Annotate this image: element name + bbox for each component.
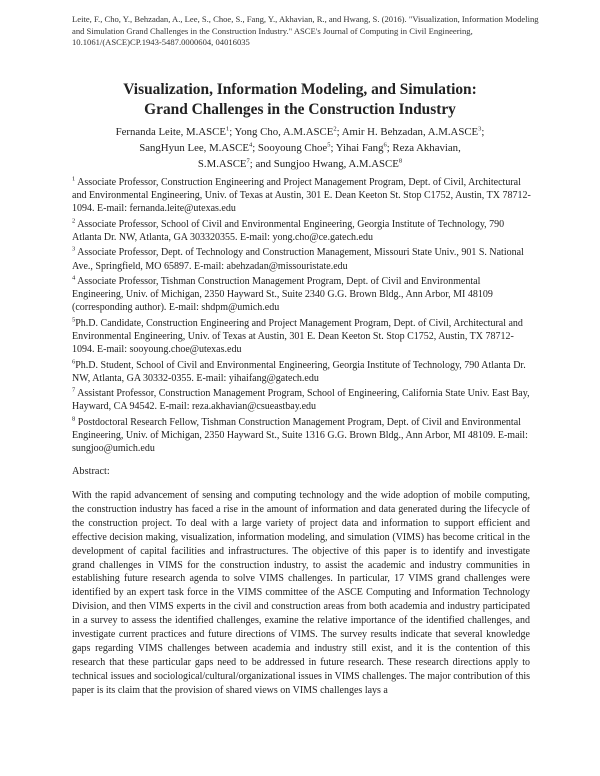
author-sep: ;	[481, 126, 485, 138]
affiliation-8	[72, 416, 532, 456]
affiliation-mark: 3	[72, 246, 76, 254]
title-line-1: Visualization, Information Modeling, and Simulation:	[123, 81, 477, 98]
abstract-heading: Abstract:	[72, 466, 110, 477]
author-name: Yong Cho, A.M.ASCE	[234, 126, 334, 138]
author-name: and Sungjoo Hwang, A.M.ASCE	[255, 158, 399, 170]
author-sep: ;	[229, 126, 235, 138]
author-mark: 6	[383, 141, 387, 149]
affiliation-text: Ph.D. Student, School of Civil and Environmental Engineering, Georgia Institute of Technology, 790 Atlanta Dr. NW, Atlanta, GA 30332-0355. E-mail: yihaifang@gatech.edu	[72, 359, 526, 384]
affiliation-1	[72, 176, 532, 216]
affiliation-mark: 5	[72, 316, 76, 324]
author-mark: 2	[333, 125, 337, 133]
author-name: S.M.ASCE	[197, 158, 247, 170]
affiliation-7	[72, 387, 532, 413]
affiliation-text: Associate Professor, Construction Engineering and Project Management Program, Dept. of Civil, Architectural and Environmental Engineering, Univ. of Texas at Austin, 301 E. Dean Keeton St. Stop C1752, Austin, TX 78712-1094. E-mail: fernanda.leite@utexas.edu	[72, 177, 531, 215]
author-name: Sooyoung Choe	[257, 142, 328, 154]
affiliation-mark: 7	[72, 386, 76, 394]
author-mark: 4	[248, 141, 253, 149]
affiliation-text: Assistant Professor, Construction Management Program, School of Engineering, California State Univ. East Bay, Hayward, CA 94542. E-mail: reza.akhavian@csueastbay.edu	[72, 388, 530, 413]
abstract-body: With the rapid advancement of sensing and computing technology and the wide adoption of mobile computing, the construction industry has faced a rise in the amount of information and data generated during the lifecycle of the construction project. To deal with a large variety of project data and information to support efficient and effective decision making, visualization, information modeling, and simulation (VIMS) has become critical in the development of capital facilities and infrastructures. The objective of this paper is to identify and investigate grand challenges in VIMS for the construction industry, to assist the academic and industry communities in establishing future research agenda to solve VIMS challenges. In particular, 17 VIMS grand challenges were identified by an expert task force in the VIMS committee of the ASCE Computing and Information Technology Division, and then VIMS experts in the civil and construction areas from both academia and industry participated in a survey to assess the identified challenges, examine the relative importance of the identified challenges, and investigate current practices and future directions of VIMS. The survey results indicate that several knowledge gaps regarding VIMS challenges between academia and industry still exist, and it is the contention of this research that these particular gaps need to be addressed in future research. These research directions apply to technical issues and sociological/cultural/organizational issues in VIMS challenges. The major contribution of this paper is its claim that the provision of shared views on VIMS challenges lays a	[72, 490, 530, 696]
author-mark: 8	[398, 157, 403, 165]
affiliation-text: Associate Professor, Tishman Construction Management Program, Dept. of Civil and Environmental Engineering, Univ. of Michigan, 2350 Hayward St., Suite 2340 G.G. Brown Bldg., Ann Arbor, MI 48109 (corresponding author). E-mail: shdpm@umich.edu	[72, 275, 493, 314]
author-mark: 5	[327, 141, 331, 149]
author-line-3	[80, 156, 520, 172]
author-name: Amir H. Behzadan, A.M.ASCE	[341, 126, 479, 138]
author-line-2	[80, 140, 520, 156]
affiliation-5	[72, 317, 532, 357]
affiliation-mark: 8	[72, 415, 76, 423]
affiliation-4	[72, 275, 532, 315]
author-name: Fernanda Leite, M.ASCE	[115, 126, 226, 138]
author-sep: ;	[249, 158, 256, 170]
affiliation-text: Associate Professor, Dept. of Technology and Construction Management, Missouri State Univ., 901 S. National Ave., Springfield, MO 65897. E-mail: abehzadan@missouristate.edu	[72, 247, 524, 272]
affiliation-mark: 1	[72, 175, 76, 183]
author-sep: ;	[330, 142, 336, 154]
author-mark: 7	[246, 157, 250, 165]
affiliation-text: Associate Professor, School of Civil and Environmental Engineering, Georgia Institute of Technology, 790 Atlanta Dr. NW, Atlanta, GA 303320355. E-mail: yong.cho@ce.gatech.edu	[72, 218, 505, 243]
affiliation-2	[72, 218, 532, 244]
author-sep: ;	[336, 126, 342, 138]
affiliation-list	[72, 176, 532, 458]
affiliation-text: Postdoctoral Research Fellow, Tishman Construction Management Program, Dept. of Civil and Environmental Engineering, Univ. of Michigan, 2350 Hayward St., Suite 1316 G.G. Brown Bldg., Ann Arbor, MI 48109. E-mail: sungjoo@umich.edu	[72, 416, 528, 455]
author-sep: ;	[252, 142, 258, 154]
author-name: Yihai Fang	[335, 142, 384, 154]
author-line-1	[80, 124, 520, 140]
paper-title	[0, 80, 600, 120]
affiliation-6	[72, 359, 532, 385]
affiliation-mark: 4	[72, 274, 76, 282]
title-line-2: Grand Challenges in the Construction Industry	[144, 101, 456, 118]
author-name: SangHyun Lee, M.ASCE	[139, 142, 249, 154]
author-name: Reza Akhavian,	[392, 142, 461, 154]
author-sep: ;	[386, 142, 393, 154]
affiliation-text: Ph.D. Candidate, Construction Engineering and Project Management Program, Dept. of Civil, Architectural and Environmental Engineering, Univ. of Texas at Austin, 301 E. Dean Keeton St. Stop C1752, Austin, TX 78712-1094. E-mail: sooyoung.choe@utexas.edu	[72, 317, 523, 356]
author-mark: 3	[478, 125, 482, 133]
citation-header: Leite, F., Cho, Y., Behzadan, A., Lee, S., Choe, S., Fang, Y., Akhavian, R., and Hwang, S. (2016). "Visualization, Information Modeling and Simulation Grand Challenges in the Construction Industry." ASCE's Journal of Computing in Civil Engineering, 10.1061/(ASCE)CP.1943-5487.0000604, 04016035	[72, 14, 539, 47]
author-list	[80, 124, 520, 172]
affiliation-mark: 2	[72, 217, 76, 225]
affiliation-mark: 6	[72, 358, 76, 366]
author-mark: 1	[225, 125, 230, 133]
affiliation-3	[72, 246, 532, 272]
